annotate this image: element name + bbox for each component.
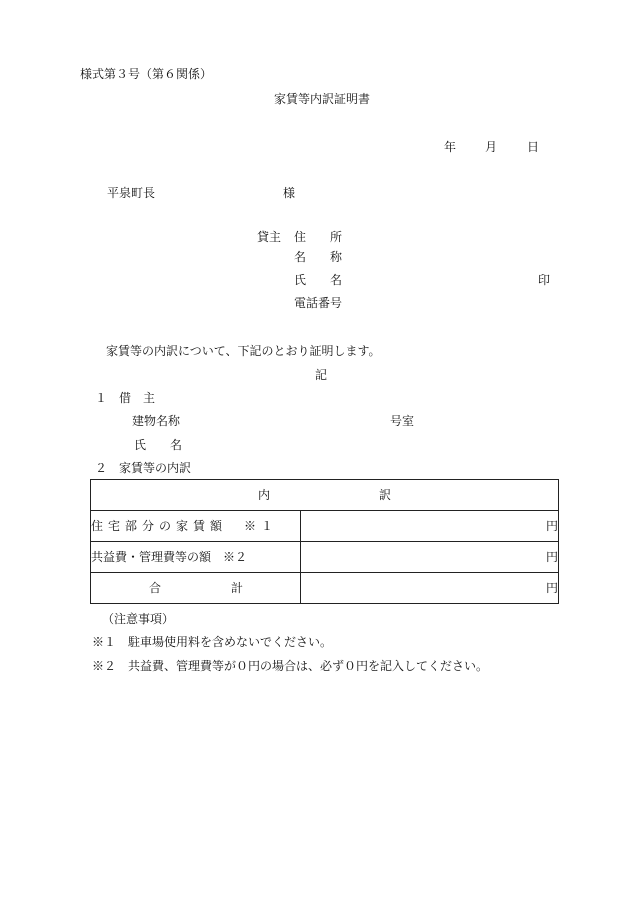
header-uchi: 内 [258,488,271,502]
fees-label: 共益費・管理費等の額 ※２ [91,542,301,573]
table-header-row [91,480,559,511]
rent-label: 住宅部分の家賃額 ※１ [91,511,301,542]
section1-heading: １ 借 主 [95,391,156,405]
addressee-honorific: 様 [283,186,296,200]
date-month: 月 [485,140,498,154]
fees-value-cell[interactable] [301,542,559,573]
building-name-label: 建物名称 [132,414,181,428]
header-wake: 訳 [379,488,392,502]
total-go: 合 [149,581,162,595]
table-header-cell [91,480,559,511]
ki-heading: 記 [314,368,328,382]
yen-unit: 円 [545,550,558,564]
section2-heading: ２ 家賃等の内訳 [95,461,192,475]
yen-unit: 円 [545,519,558,533]
total-label-cell [91,573,301,604]
landlord-name-label: 名 称 [294,250,343,264]
tenant-name-label: 氏 名 [134,438,183,452]
date-day: 日 [527,140,540,154]
document-title: 家賃等内訳証明書 [273,92,371,106]
total-kei: 計 [231,581,244,595]
note-item: ※１ 駐車場使用料を含めないでください。 [92,635,333,649]
certification-statement: 家賃等の内訳について、下記のとおり証明します。 [106,344,381,358]
landlord-person-label: 氏 名 [294,273,343,287]
landlord-address-label: 住 所 [294,230,343,244]
yen-unit: 円 [545,581,558,595]
addressee-name: 平泉町長 [107,186,156,200]
seal-mark: 印 [538,273,551,287]
table-row [91,542,559,573]
rent-value-cell[interactable] [301,511,559,542]
table-total-row [91,573,559,604]
note-item: ※２ 共益費、管理費等が０円の場合は、必ず０円を記入してください。 [92,659,489,673]
landlord-label: 貸主 [257,230,282,244]
landlord-phone-label: 電話番号 [294,296,343,310]
notes-heading: （注意事項） [102,612,175,626]
room-number-label: 号室 [390,414,415,428]
breakdown-table [90,479,559,604]
form-number: 様式第３号（第６関係） [80,67,213,81]
table-row [91,511,559,542]
date-year: 年 [444,140,457,154]
total-value-cell[interactable] [301,573,559,604]
